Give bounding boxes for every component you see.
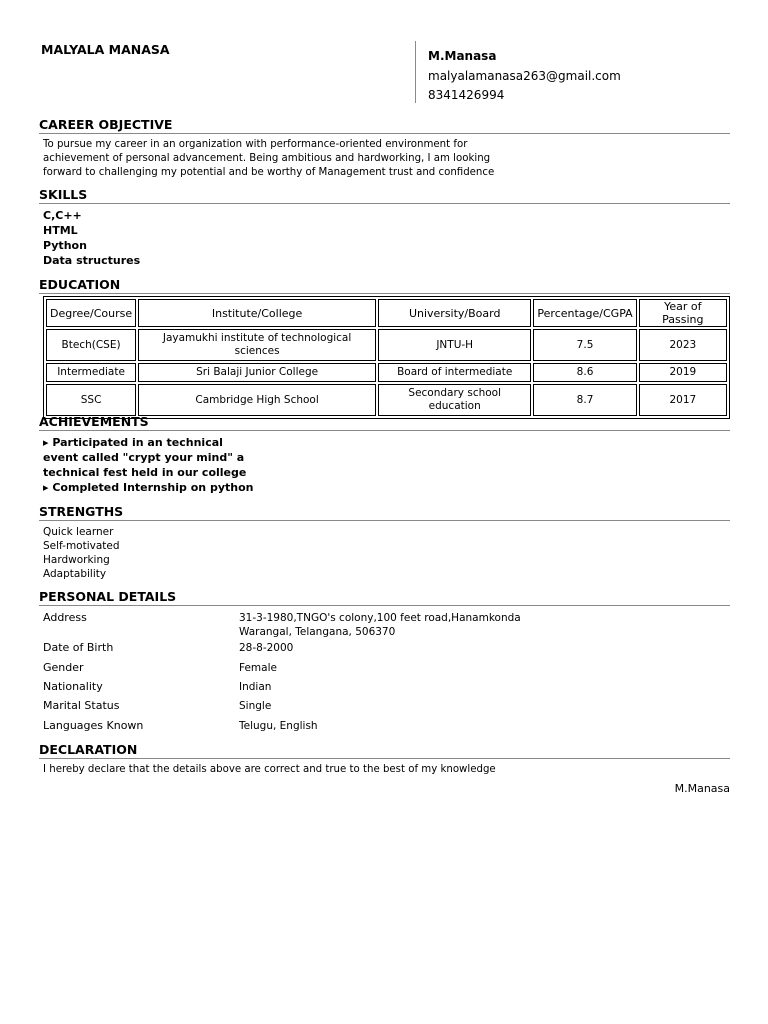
dob-value: 28-8-2000 xyxy=(239,642,294,654)
education-cell: 2019 xyxy=(639,363,727,382)
address-line: Warangal, Telangana, 506370 xyxy=(239,626,396,638)
strength-item: Quick learner xyxy=(43,526,114,538)
education-title: EDUCATION xyxy=(39,277,730,294)
skills-title: SKILLS xyxy=(39,187,730,204)
table-row xyxy=(46,384,727,416)
education-cell: SSC xyxy=(46,384,136,416)
contact-email: malyalamanasa263@gmail.com xyxy=(428,68,621,83)
education-cell: Cambridge High School xyxy=(138,384,376,416)
signature: M.Manasa xyxy=(674,782,730,795)
education-cell: Sri Balaji Junior College xyxy=(138,363,376,382)
education-header-cell: Institute/College xyxy=(138,299,376,327)
marital-status-value: Single xyxy=(239,700,272,712)
address-line: 31-3-1980,TNGO's colony,100 feet road,Hanamkonda xyxy=(239,612,521,624)
declaration-text: I hereby declare that the details above are correct and true to the best of my knowledge xyxy=(43,764,496,775)
career-objective-line: achievement of personal advancement. Being ambitious and hardworking, I am looking xyxy=(43,153,491,164)
gender-label: Gender xyxy=(43,661,84,674)
education-cell: 7.5 xyxy=(533,329,636,361)
education-header-cell: Degree/Course xyxy=(46,299,136,327)
education-cell: JNTU-H xyxy=(378,329,531,361)
skill-item: C,C++ xyxy=(43,209,82,222)
address-value xyxy=(239,611,521,639)
education-header-cell: Percentage/CGPA xyxy=(533,299,636,327)
nationality-value: Indian xyxy=(239,681,272,693)
education-cell: Jayamukhi institute of technological sciences xyxy=(138,329,376,361)
declaration-title: DECLARATION xyxy=(39,742,730,759)
strengths-title: STRENGTHS xyxy=(39,504,730,521)
contact-name: M.Manasa xyxy=(428,49,497,63)
achievement-line: ▸ Participated in an technical xyxy=(43,436,223,449)
education-table xyxy=(43,296,730,419)
skill-item: Data structures xyxy=(43,254,141,267)
skills-list xyxy=(43,208,140,268)
table-row xyxy=(46,329,727,361)
achievement-line: ▸ Completed Internship on python xyxy=(43,481,254,494)
table-row xyxy=(46,363,727,382)
achievement-line: technical fest held in our college xyxy=(43,466,247,479)
contact-phone: 8341426994 xyxy=(428,88,505,102)
marital-status-label: Marital Status xyxy=(43,699,120,712)
address-label: Address xyxy=(43,611,87,624)
education-cell: 2023 xyxy=(639,329,727,361)
career-objective-text xyxy=(43,138,494,180)
achievements-title: ACHIEVEMENTS xyxy=(39,414,730,431)
education-cell: 8.7 xyxy=(533,384,636,416)
education-cell: Intermediate xyxy=(46,363,136,382)
achievement-line: event called "crypt your mind" a xyxy=(43,451,245,464)
strength-item: Adaptability xyxy=(43,568,107,580)
career-objective-line: forward to challenging my potential and be worthy of Management trust and confidence xyxy=(43,167,495,178)
education-cell: 2017 xyxy=(639,384,727,416)
achievements-list xyxy=(43,435,253,495)
education-header-row xyxy=(46,299,727,327)
education-cell: Board of intermediate xyxy=(378,363,531,382)
education-cell: Btech(CSE) xyxy=(46,329,136,361)
education-header-cell: University/Board xyxy=(378,299,531,327)
gender-value: Female xyxy=(239,662,277,674)
education-cell: Secondary school education xyxy=(378,384,531,416)
languages-label: Languages Known xyxy=(43,719,144,732)
contact-block xyxy=(428,47,621,106)
strength-item: Hardworking xyxy=(43,554,110,566)
languages-value: Telugu, English xyxy=(239,720,318,732)
candidate-name: MALYALA MANASA xyxy=(41,42,170,57)
skill-item: HTML xyxy=(43,224,78,237)
strengths-list xyxy=(43,525,120,581)
header-divider xyxy=(415,41,416,103)
dob-label: Date of Birth xyxy=(43,641,114,654)
nationality-label: Nationality xyxy=(43,680,103,693)
education-header-cell: Year of Passing xyxy=(639,299,727,327)
strength-item: Self-motivated xyxy=(43,540,120,552)
skill-item: Python xyxy=(43,239,87,252)
personal-details-title: PERSONAL DETAILS xyxy=(39,589,730,606)
education-cell: 8.6 xyxy=(533,363,636,382)
career-objective-line: To pursue my career in an organization with performance-oriented environment for xyxy=(43,139,468,150)
career-objective-title: CAREER OBJECTIVE xyxy=(39,117,730,134)
